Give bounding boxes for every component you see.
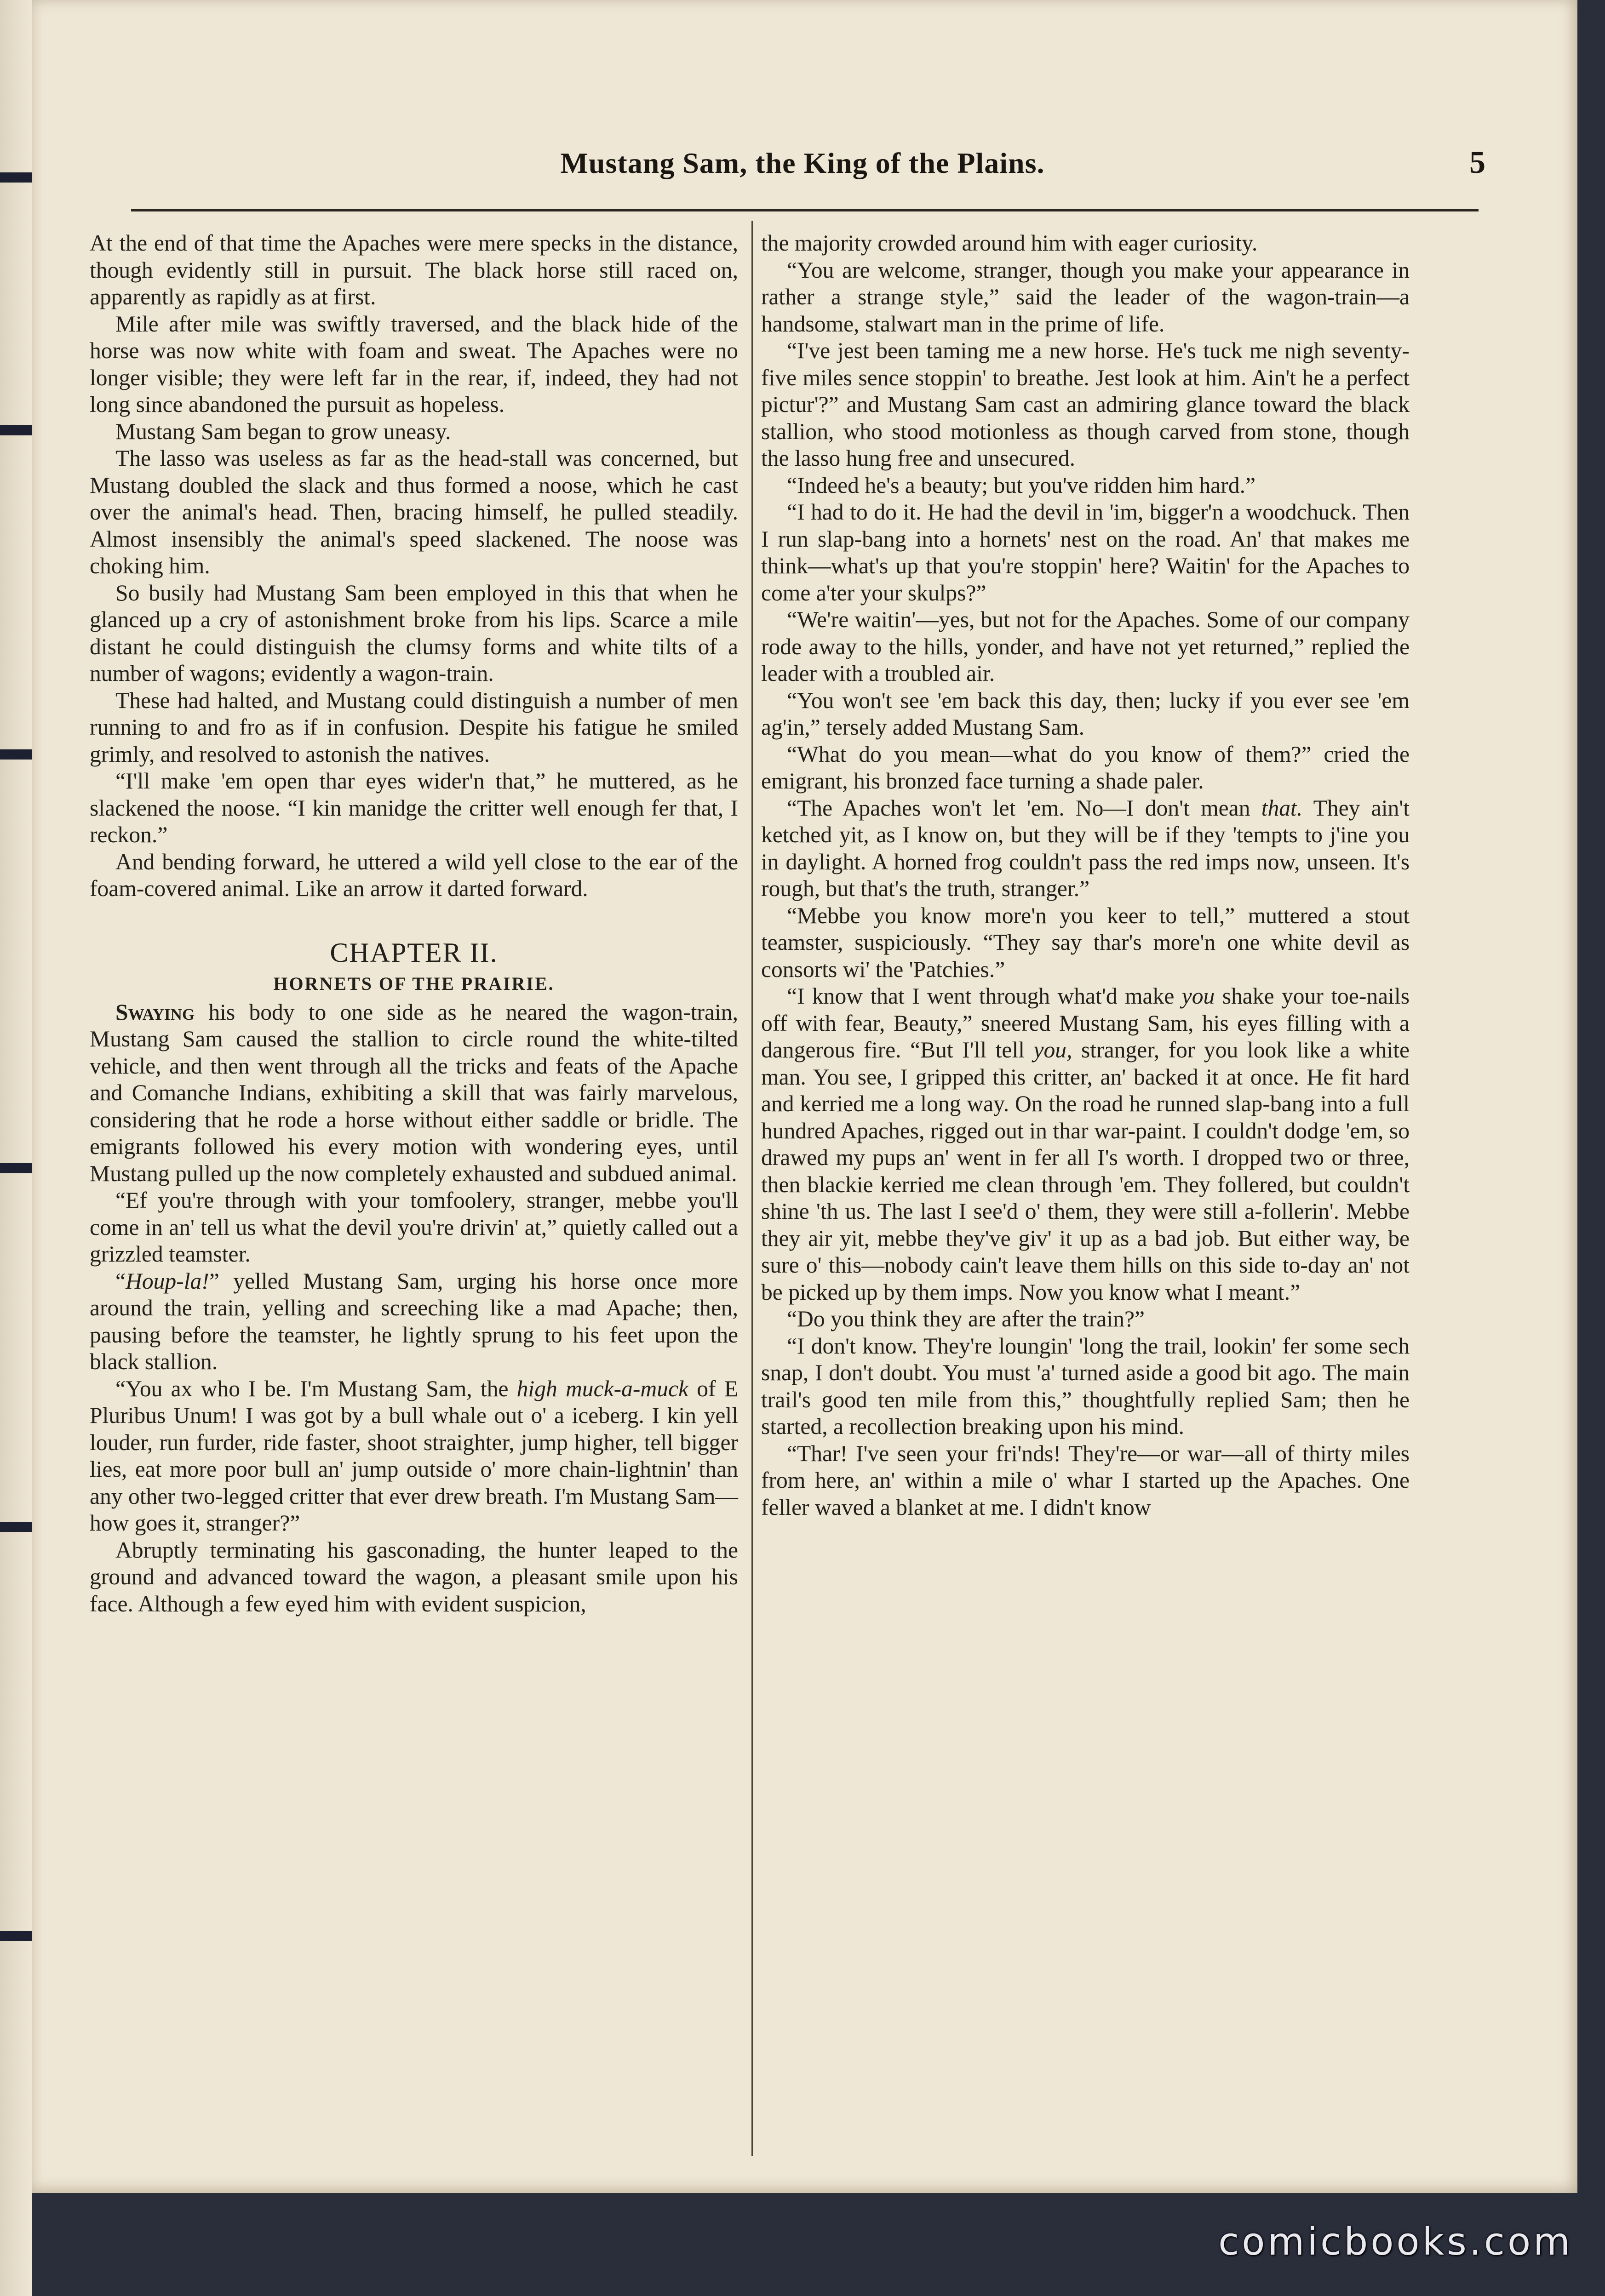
paragraph-text: of E Pluribus Unum! I was got by a bull whale out o' a iceberg. I kin yell louder, run furder, ride faster, shoot straighter, jump higher, tell bigger lies, eat more poor bull an' jump outside o' more chain-lightnin' than any other two-legged critter that ever drew breath. I'm Mustang Sam—how goes it, stranger?” bbox=[90, 1376, 738, 1536]
paragraph: “Thar! I've seen your fri'nds! They're—or war—all of thirty miles from here, an' within a mile o' whar I started up the Apaches. One feller waved a blanket at me. I didn't know bbox=[761, 1440, 1410, 1520]
paragraph bbox=[90, 999, 738, 1188]
paragraph: “I had to do it. He had the devil in 'im, bigger'n a woodchuck. Then I run slap-bang into a hornets' nest on the road. An' that makes me think—what's up that you're stoppin' here? Waitin' for the Apaches to come a'ter your skulps?” bbox=[761, 499, 1410, 605]
binding-stitch bbox=[0, 1163, 37, 1173]
paragraph bbox=[90, 1268, 738, 1376]
emphasis: you, bbox=[1033, 1037, 1072, 1062]
drop-lead-word: Swaying bbox=[115, 999, 195, 1025]
paragraph: “You are welcome, stranger, though you make your appearance in rather a strange style,” said the leader of the wagon-train—a handsome, stalwart man in the prime of life. bbox=[761, 257, 1410, 337]
right-column bbox=[761, 230, 1410, 1521]
paragraph: Abruptly terminating his gasconading, the hunter leaped to the ground and advanced toward the wagon, a pleasant smile upon his face. Although a few eyed him with evident suspicion, bbox=[90, 1537, 738, 1616]
paragraph: “Indeed he's a beauty; but you've ridden him hard.” bbox=[787, 472, 1256, 498]
paragraph: So busily had Mustang Sam been employed in this that when he glanced up a cry of astonishment broke from his lips. Scarce a mile distant he could distinguish the clumsy forms and white tilts of a number of wagons; evidently a wagon-train. bbox=[90, 580, 738, 686]
left-column bbox=[90, 230, 738, 1617]
paragraph-text: ” yelled Mustang Sam, urging his horse once more around the train, yelling and screeching like a mad Apache; then, pausing before the teamster, he lightly sprung to his feet upon the black stallion. bbox=[90, 1268, 738, 1374]
paragraph-text: They ain't ketched yit, as I know on, but they will be if they 'tempts to j'ine you in daylight. A horned frog couldn't pass the red imps now, unseen. It's rough, but that's the truth, stranger.” bbox=[761, 795, 1410, 901]
paragraph: And bending forward, he uttered a wild yell close to the ear of the foam-covered animal. Like an arrow it darted forward. bbox=[90, 849, 738, 901]
page-number: 5 bbox=[1469, 145, 1485, 180]
paragraph-text: “I know that I went through what'd make bbox=[787, 983, 1182, 1009]
paragraph-text: stranger, for you look like a white man. You see, I gripped this critter, an' backed it at once. He fit hard and kerried me a long way. On the road he runned slap-bang into a full hundred Apaches, rigged out in thar war-paint. I couldn't dodge 'em, so drawed my pups an' went in fer all I's worth. I dropped two or three, then blackie kerried me clean through 'em. They follered, but couldn't shine 'th us. The last I see'd o' them, they were still a-follerin'. Mebbe they air yit, mebbe they've giv' it up as a bad job. But either way, be sure o' this—nobody cain't leave them hills on this side to-day an' not be picked up by them imps. Now you know what I meant.” bbox=[761, 1037, 1410, 1305]
binding-stitch bbox=[0, 749, 37, 760]
paragraph bbox=[90, 1376, 738, 1537]
paragraph: “I don't know. They're loungin' 'long the trail, lookin' fer some sech snap, I don't doubt. You must 'a' turned aside a good bit ago. The main trail's good ten mile from this,” thoughtfully replied Sam; then he started, a recollection breaking upon his mind. bbox=[761, 1333, 1410, 1439]
binding-stitch bbox=[0, 1931, 37, 1941]
running-header bbox=[124, 145, 1485, 188]
paragraph-text: “ bbox=[115, 1268, 126, 1294]
column-divider bbox=[751, 221, 753, 2156]
page-binding bbox=[0, 0, 32, 2296]
chapter-title: CHAPTER II. bbox=[330, 937, 498, 968]
paragraph: “We're waitin'—yes, but not for the Apaches. Some of our company rode away to the hills, yonder, and have not yet returned,” replied the leader with a troubled air. bbox=[761, 607, 1410, 686]
paragraph bbox=[761, 795, 1410, 902]
paragraph: “I've jest been taming me a new horse. He's tuck me nigh seventy-five miles sence stoppin' to breathe. Jest look at him. Ain't he a perfect pictur'?” and Mustang Sam cast an admiring glance toward the black stallion, who stood motionless as though carved from stone, though the lasso hung free and unsecured. bbox=[761, 338, 1410, 471]
paragraph: “You won't see 'em back this day, then; lucky if you ever see 'em ag'in,” tersely added Mustang Sam. bbox=[761, 687, 1410, 740]
paragraph bbox=[761, 983, 1410, 1306]
emphasis: you bbox=[1181, 983, 1215, 1009]
paragraph: Mustang Sam began to grow uneasy. bbox=[115, 418, 451, 444]
emphasis: Houp-la! bbox=[126, 1268, 209, 1294]
chapter-subtitle: HORNETS OF THE PRAIRIE. bbox=[273, 973, 555, 994]
running-title: Mustang Sam, the King of the Plains. bbox=[560, 147, 1045, 179]
paragraph: the majority crowded around him with eager curiosity. bbox=[761, 230, 1258, 256]
paragraph: Mile after mile was swiftly traversed, and the black hide of the horse was now white with foam and sweat. The Apaches were no longer visible; they were left far in the rear, if, indeed, they had not long since abandoned the pursuit as hopeless. bbox=[90, 311, 738, 417]
paragraph: “Mebbe you know more'n you keer to tell,” muttered a stout teamster, suspiciously. “They say thar's more'n one white devil as consorts wi' the 'Patchies.” bbox=[761, 902, 1410, 982]
paragraph: “I'll make 'em open thar eyes wider'n that,” he muttered, as he slackened the noose. “I kin manidge the critter well enough fer that, I reckon.” bbox=[90, 768, 738, 847]
paragraph: At the end of that time the Apaches were mere specks in the distance, though evidently still in pursuit. The black horse still raced on, apparently as rapidly as at first. bbox=[90, 230, 738, 309]
paragraph-text: “You ax who I be. I'm Mustang Sam, the bbox=[115, 1376, 517, 1401]
binding-stitch bbox=[0, 425, 37, 435]
binding-stitch bbox=[0, 172, 37, 183]
paragraph: “Ef you're through with your tomfoolery, stranger, mebbe you'll come in an' tell us what the devil you're drivin' at,” quietly called out a grizzled teamster. bbox=[90, 1188, 738, 1267]
paragraph-text: “The Apaches won't let 'em. No—I don't mean bbox=[787, 795, 1261, 821]
header-rule bbox=[131, 209, 1479, 211]
paragraph: The lasso was useless as far as the head-stall was concerned, but Mustang doubled the slack and thus formed a noose, which he cast over the animal's head. Then, bracing himself, he pulled steadily. Almost insensibly the animal's speed slackened. The noose was choking him. bbox=[90, 445, 738, 578]
emphasis: high muck-a-muck bbox=[516, 1376, 689, 1401]
emphasis: that. bbox=[1261, 795, 1303, 821]
paragraph: “What do you mean—what do you know of them?” cried the emigrant, his bronzed face turning a shade paler. bbox=[761, 741, 1410, 794]
binding-stitch bbox=[0, 1522, 37, 1532]
paragraph: “Do you think they are after the train?” bbox=[787, 1306, 1145, 1331]
site-watermark: comicbooks.com bbox=[1218, 2220, 1573, 2264]
paragraph: These had halted, and Mustang could distinguish a number of men running to and fro as if in confusion. Despite his fatigue he smiled grimly, and resolved to astonish the natives. bbox=[90, 687, 738, 767]
paragraph-text: his body to one side as he neared the wagon-train, Mustang Sam caused the stallion to circle round the white-tilted vehicle, and then went through all the tricks and feats of the Apache and Comanche Indians, exhibiting a skill that was fairly marvelous, considering that he rode a horse without either saddle or bridle. The emigrants followed his every motion with wondering eyes, until Mustang pulled up the now completely exhausted and subdued animal. bbox=[90, 999, 738, 1186]
paragraph-text: shake your toe-nails off with fear, Beauty,” sneered Mustang Sam, his eyes filling with a dangerous fire. “But I'll tell bbox=[761, 983, 1410, 1062]
